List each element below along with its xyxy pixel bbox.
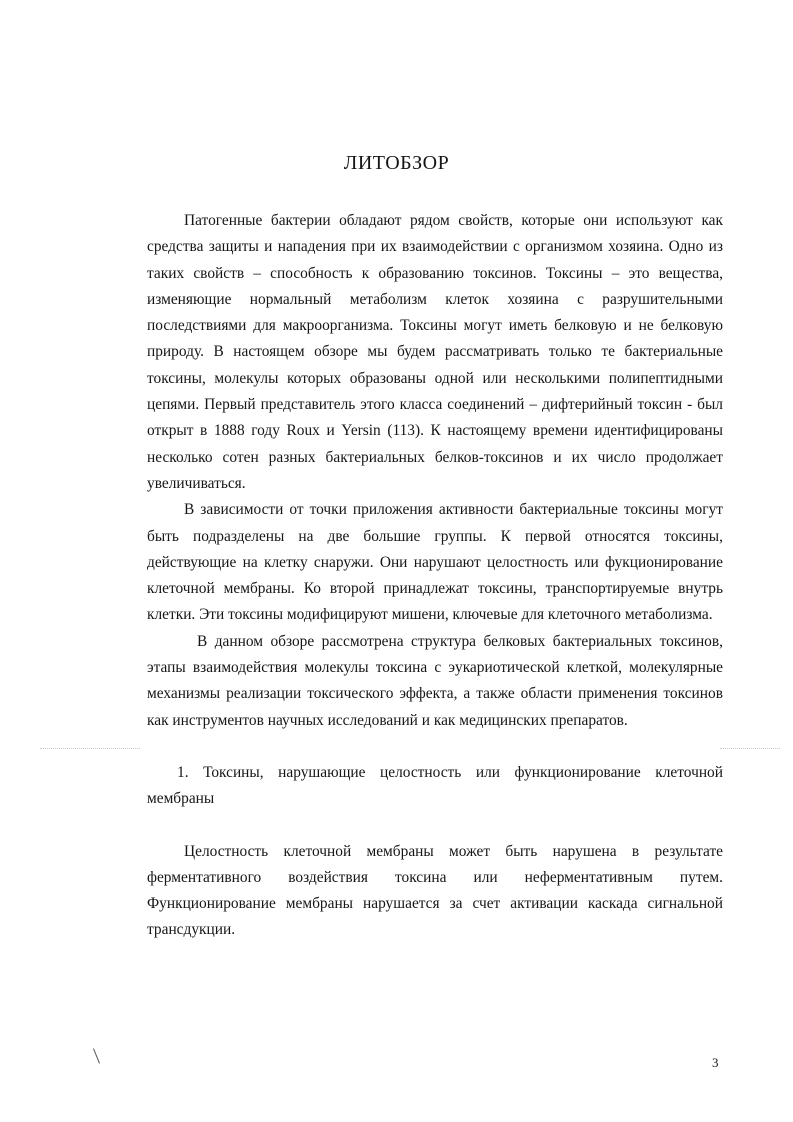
scan-artifact-dots-right <box>720 748 780 750</box>
page-number: 3 <box>712 1055 719 1070</box>
section-spacer <box>147 813 723 839</box>
page-title: ЛИТОБЗОР <box>343 152 450 174</box>
scan-artifact-dots-left <box>40 748 140 750</box>
section-paragraph: Целостность клеточной мембраны может быть нарушена в результате ферментативного воздействия токсина или неферментативным путем. Функционирование мембраны нарушается за счет активации каскада сигнальной трансдукции. <box>147 842 723 939</box>
scan-artifact-mark <box>93 1048 100 1063</box>
section-heading: 1. Токсины, нарушающие целостность или функционирование клеточной мембраны <box>147 763 723 808</box>
intro-paragraph: Патогенные бактерии обладают рядом свойств, которые они используют как средства защиты и нападения при их взаимодействии с организмом хозяина. Одно из таких свойств – способность к образованию токсинов. Токсины – это вещества, изменяющие нормальный метаболизм клеток хозяина с разрушительными последствиями для макроорганизма. Токсины могут иметь белковую и не белковую природу. В настоящем обзоре мы будем рассматривать только те бактериальные токсины, молекулы которых образованы одной или несколькими полипептидными цепями. Первый представитель этого класса соединений – дифтерийный токсин - был открыт в 1888 году Roux и Yersin (113). К настоящему времени идентифицированы несколько сотен разных бактериальных белков-токсинов и их число продолжает увеличиваться. <box>147 212 723 492</box>
classification-paragraph: В зависимости от точки приложения активности бактериальные токсины могут быть подразделены на две большие группы. К первой относятся токсины, действующие на клетку снаружи. Они нарушают целостность или фукционирование клеточной мембраны. Ко второй принадлежат токсины, транспортируемые внутрь клетки. Эти токсины модифицируют мишени, ключевые для клеточного метаболизма. <box>147 501 723 624</box>
scope-paragraph: В данном обзоре рассмотрена структура белковых бактериальных токсинов, этапы взаимодействия молекулы токсина с эукариотической клеткой, молекулярные механизмы реализации токсического эффекта, а также области применения токсинов как инструментов научных исследований и как медицинских препаратов. <box>147 632 723 729</box>
document-body <box>147 208 723 944</box>
